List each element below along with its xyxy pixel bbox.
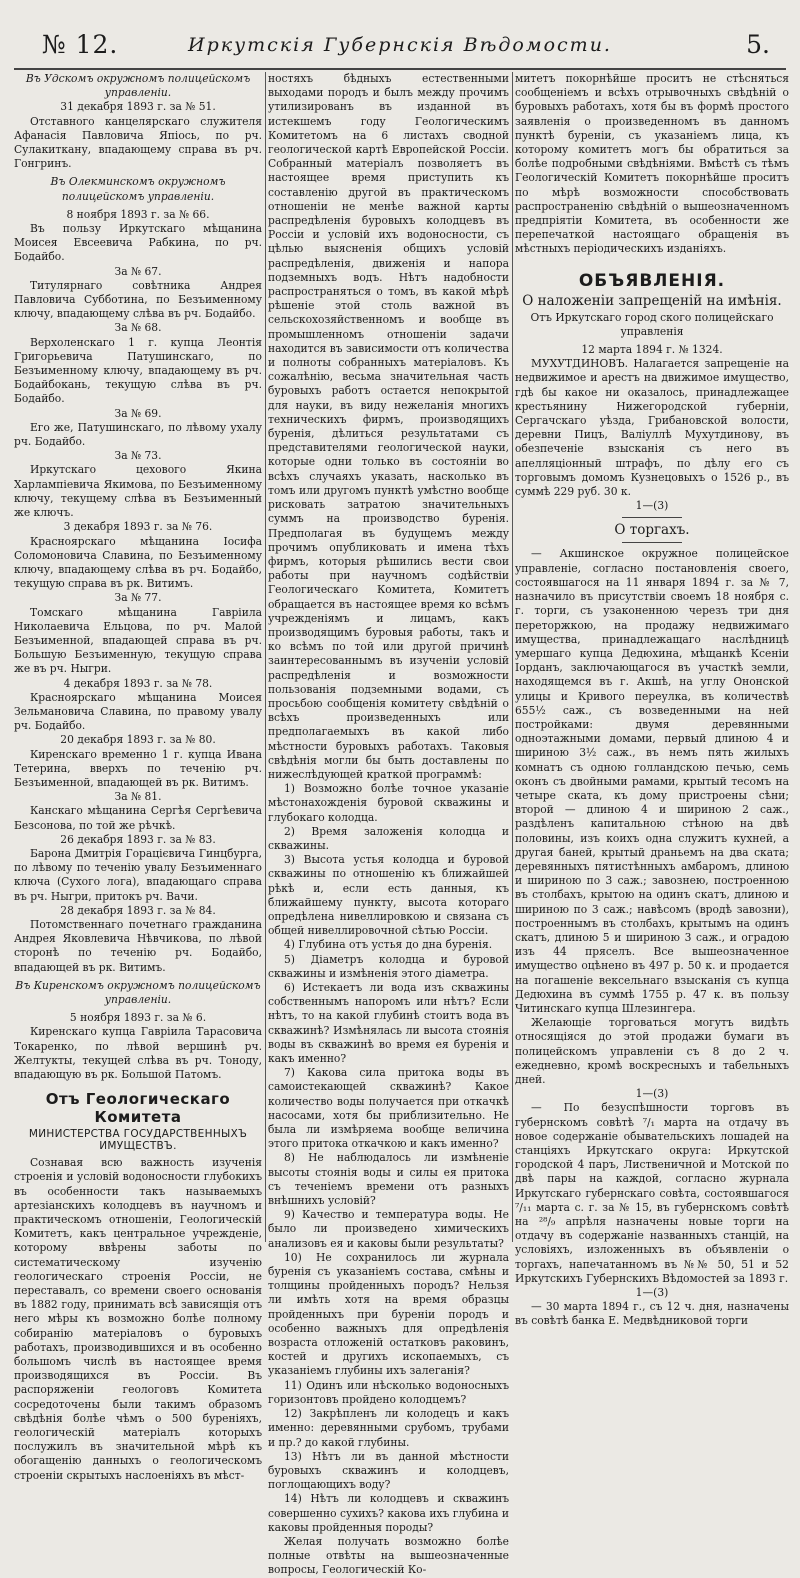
article-heading: Отъ Геологическаго Комитета xyxy=(45,1090,231,1127)
section-subheading: Отъ Иркутскаго город ского полицейскаго управленія xyxy=(530,310,774,338)
program-item: 12) Закрѣпленъ ли колодецъ и какъ именно: деревянными срубомъ, трубами и пр.? до какой глубины. xyxy=(268,1407,509,1449)
column-divider xyxy=(512,72,513,1242)
program-item: 3) Высота устья колодца и буровой скважины по отношенію къ ближайшей рѣкѣ и, если есть данныя, къ ближайшему пункту, высота котораго опредѣлена нивеллировкою и связана съ общей нивеллировочной сѣтью Россіи. xyxy=(268,853,509,938)
divider xyxy=(622,542,682,543)
entry-text: МУХУТДИНОВЪ. Налагается запрещеніе на недвижимое и арестъ на движимое имущество, гдѣ бы какое ни оказалось, принадлежащее крестьянину Нижегородской губерніи, Сергачскаго уѣзда, Грибановской волости, деревни Пицъ, Валіуллѣ Мухутдинову, въ обезпеченіе взысканія съ него въ апелляціонный штрафъ, по дѣлу его съ торговымъ домомъ Кузнецовыхъ о 1526 р., въ суммѣ 229 руб. 30 к. xyxy=(515,357,789,499)
program-item: 1) Возможно болѣе точное указаніе мѣстонахожденія буровой скважины и глубокаго колодца. xyxy=(268,782,509,824)
article-subheading: МИНИСТЕРСТВА ГОСУДАРСТВЕННЫХЪ ИМУЩЕСТВЪ. xyxy=(28,1128,248,1153)
entry-date: 28 декабря 1893 г. за № 84. xyxy=(60,903,216,917)
entry-date: За № 77. xyxy=(114,591,162,605)
entry-text: Барона Дмитрія Горацієвича Гинцбурга, по лѣвому по теченію увалу Безъименнаго ключа (Сухого лога), впадающаго справа въ рч. Ныгри, притокъ рч. Вачи. xyxy=(14,846,262,903)
entry-date: 26 декабря 1893 г. за № 83. xyxy=(60,832,216,846)
program-item: 10) Не сохранилось ли журнала буренія съ указаніемъ состава, смѣны и толщины пройденныхъ породъ? Нельзя ли имѣть хотя на время образцы пройденныхъ при буреніи породъ и особенно важныхъ для опредѣленія возраста отложеній остатковъ раковинъ, костей и другихъ ископаемыхъ, съ указаніемъ глубины ихъ залеганія? xyxy=(268,1250,509,1378)
entry-text: — Акшинское окружное полицейское управленіе, согласно постановленія своего, состоявшагося на 11 января 1894 г. за № 7, назначило въ присутствіи своемъ 18 ноября с. г. торги, съ узаконенною черезъ три дня переторжкою, на продажу недвижимаго имущества, принадлежащаго наслѣдницѣ умершаго купца Дедюхина, мѣщанкѣ Ксеніи Іорданъ, заключающагося въ участкѣ земли, находящемся въ г. Акшѣ, на углу Ононской улицы и Кривого переулка, въ количествѣ 655½ саж., съ возведенными на ней постройками: двумя деревянными одноэтажными домами, первый длиною 4 и шириною 3½ саж., въ немъ пять жилыхъ комнатъ съ одною голландскою печью, семь оконъ съ двойными рамами, крытый тесомъ на четыре ската, къ дому пристроены сѣни; второй — длиною 4 и шириною 2 саж., раздѣленъ капитальною стѣною на двѣ половины, изъ коихъ одна служитъ кухней, а другая баней, крытый драньемъ на два ската; деревянныхъ пятистѣнныхъ амбаромъ, длиною и шириною по 3 саж.; завознею, построенною въ столбахъ, крытою на одинъ скатъ, длиною и шириною по 3 саж.; навѣсомъ (вродѣ завозни), построеннымъ въ столбахъ, крытымъ на одинъ скатъ, длиною 5 и шириною 3 саж., и оградою изъ 44 пряселъ. Все вышеозначенное имущество оцѣнено въ 497 р. 50 к. и продается на погашеніе вексельнаго взысканія съ купца Дедюхина въ суммѣ 1755 р. 47 к. въ пользу Читинскаго купца Шлезингера. xyxy=(515,547,789,1015)
entry-date: За № 68. xyxy=(114,321,162,335)
entry-text: Титулярнаго совѣтника Андрея Павловича Субботина, по Безъименному ключу, впадающему слѣва въ рч. Бодайбо. xyxy=(14,278,262,321)
entry-date: 31 декабря 1893 г. за № 51. xyxy=(60,100,216,114)
entry-date: 3 декабря 1893 г. за № 76. xyxy=(63,520,213,534)
entry-date: 5 ноября 1893 г. за № 6. xyxy=(69,1011,207,1025)
entry-marker: 1—(3) xyxy=(635,499,669,513)
entry-text: Красноярскаго мѣщанина Моисея Зельмановича Славина, по правому увалу рч. Бодайбо. xyxy=(14,690,262,733)
program-item: 8) Не наблюдалось ли измѣненіе высоты стоянія воды и силы ея притока съ теченіемъ времени отъ разныхъ внѣшнихъ условій? xyxy=(268,1151,509,1208)
page-header xyxy=(14,28,786,70)
entry-text: — 30 марта 1894 г., съ 12 ч. дня, назначены въ совѣтѣ банка Е. Медвѣдниковой торги xyxy=(515,1300,789,1328)
column-1 xyxy=(14,72,262,1482)
program-item: 6) Истекаетъ ли вода изъ скважины собственнымъ напоромъ или нѣтъ? Если нѣтъ, то на какой глубинѣ стоитъ вода въ скважинѣ? Измѣнялась ли высота стоянія воды въ скважинѣ во время ея буренія и какъ именно? xyxy=(268,981,509,1066)
program-item: 5) Діаметръ колодца и буровой скважины и измѣненія этого діаметра. xyxy=(268,952,509,980)
entry-date: 20 декабря 1893 г. за № 80. xyxy=(60,733,216,747)
entry-text: Томскаго мѣщанина Гавріила Николаевича Ельцова, по рч. Малой Безъименной, впадающей справа въ рч. Большую Безъименную, текущую справа же въ рч. Ныгри. xyxy=(14,605,262,676)
article-text: Сознавая всю важность изученія строенія и условій водоносности глубокихъ въ особенности такъ называемыхъ артезіанскихъ колодцевъ въ научномъ и практическомъ отношеніи, Геологическій Комитетъ, какъ центральное учрежденіе, которому ввѣрены заботы по систематическому изученію геологическаго строенія Россіи, не переставалъ, со времени своего основанія въ 1882 году, принимать всѣ зависящія отъ него мѣры къ возможно болѣе полному собиранію матеріаловъ о буровыхъ работахъ, производившихся и въ особенно большомъ числѣ въ настоящее время производящихся въ Россіи. Въ распоряженіи геологовъ Комитета сосредоточены были такимъ образомъ свѣдѣнія болѣе чѣмъ о 500 буреніяхъ, геологическій матеріалъ которыхъ послужилъ въ значительной мѣрѣ къ обогащенію данныхъ о геологическомъ строеніи скрытыхъ наслоеніяхъ въ мѣст- xyxy=(14,1156,262,1482)
program-item: 11) Одинъ или нѣсколько водоносныхъ горизонтовъ пройдено колодцемъ? xyxy=(268,1378,509,1406)
entry-text: Канскаго мѣщанина Сергѣя Сергѣевича Безсонова, по той же рѣчкѣ. xyxy=(14,804,262,832)
program-item: 4) Глубина отъ устья до дна буренія. xyxy=(284,938,493,952)
column-divider xyxy=(265,72,266,1242)
entry-date: За № 67. xyxy=(114,264,162,278)
section-heading: Въ Олекминскомъ окружномъ полицейскомъ управленіи. xyxy=(50,175,226,203)
entry-text: Его же, Патушинскаго, по лѣвому ухалу рч. Бодайбо. xyxy=(14,420,262,449)
announcements-heading: ОБЪЯВЛЕНІЯ. xyxy=(578,270,726,291)
article-text: ностяхъ бѣдныхъ естественными выходами породъ и былъ между прочимъ утилизированъ въ изданной въ истекшемъ году Геологическимъ Комитетомъ на 6 листахъ сводной геологической картѣ Европейской Россіи. Собранный матеріалъ позволяетъ въ настоящее время приступить къ составленію другой въ практическомъ отношеніи не менѣе важной карты распредѣленія буровыхъ колодцевъ въ Россіи и условій ихъ водоносности, съ цѣлью выясненія общихъ условій распредѣленія, движенія и напора подземныхъ водъ. Нѣтъ надобности распространяться о томъ, въ какой мѣрѣ рѣшеніе этой столь важной въ сельскохозяйственномъ и вообще въ промышленномъ отношеніи задачи находится въ зависимости отъ количества и полноты собранныхъ матеріаловъ. Къ сожалѣнію, весьма значительная часть буровыхъ работъ остается непокрытой для науки, въ виду нежеланія многихъ техническихъ фирмъ, производящихъ буренія, дѣлиться результатами съ представителями геологической науки, которые одни только въ состояніи во всѣхъ случаяхъ указать, насколько въ томъ или другомъ пунктѣ умѣстно вообще рисковать затратою значительныхъ суммъ на производство буренія. Предполагая въ будущемъ между прочимъ опубликовать и имена тѣхъ фирмъ, которыя рѣшились вести свои работы при научномъ содѣйствіи Геологическаго Комитета, Комитетъ обращается въ настоящее время ко всѣмъ учрежденіямъ и лицамъ, какъ производящимъ буровыя работы, такъ и ко всѣмъ по той или другой причинѣ заинтересованнымъ въ изученіи условій распредѣленія и возможности пользованія подземными водами, съ просьбою сообщенія комитету свѣдѣній о всѣхъ произведенныхъ или предполагаемыхъ въ какой либо мѣстности буровыхъ работахъ. Таковыя свѣдѣнія могли бы быть доставлены по нижеслѣдующей краткой программѣ: xyxy=(268,72,509,781)
section-heading: О торгахъ. xyxy=(614,522,690,539)
column-2 xyxy=(268,72,509,1577)
entry-text: Отставного канцелярскаго служителя Афанасія Павловича Япіось, по рч. Сулакиткану, впадающему справа въ рч. Гонгринъ. xyxy=(14,114,262,171)
entry-text: Потомственнаго почетнаго гражданина Андрея Яковлевича Нѣвчикова, по лѣвой сторонѣ по теченію рч. Бодайбо, впадающей въ рк. Витимъ. xyxy=(14,917,262,974)
program-item: 14) Нѣтъ ли колодцевъ и скважинъ совершенно сухихъ? какова ихъ глубина и каковы пройденныя породы? xyxy=(268,1492,509,1534)
entry-marker: 1—(3) xyxy=(635,1286,669,1300)
entry-date: За № 73. xyxy=(114,449,162,463)
section-heading: О наложеніи запрещеній на имѣнія. xyxy=(522,292,782,309)
page-number: 5. xyxy=(746,30,770,59)
entry-marker: 1—(3) xyxy=(635,1087,669,1101)
divider xyxy=(622,517,682,518)
entry-text: Желающіе торговаться могутъ видѣть относящіяся до этой продажи бумаги въ полицейскомъ управленіи съ 8 до 2 ч. ежедневно, кромѣ воскресныхъ и табельныхъ дней. xyxy=(515,1016,789,1086)
entry-text: Киренскаго купца Гавріила Тарасовича Токаренко, по лѣвой вершинѣ рч. Желтукты, текущей слѣва въ рч. Тоноду, впадающую въ рк. Большой Патомъ. xyxy=(14,1025,262,1082)
program-item: 9) Качество и температура воды. Не было ли произведено химическихъ анализовъ ея и каковы были результаты? xyxy=(268,1208,509,1250)
program-item: 13) Нѣтъ ли въ данной мѣстности буровыхъ скважинъ и колодцевъ, поглощающихъ воду? xyxy=(268,1449,509,1492)
section-heading: Въ Киренскомъ окружномъ полицейскомъ управленіи. xyxy=(15,978,261,1006)
entry-date: 12 марта 1894 г. № 1324. xyxy=(581,343,723,357)
newspaper-title: Иркутскія Губернскія Вѣдомости. xyxy=(188,34,612,56)
entry-date: 8 ноября 1893 г. за № 66. xyxy=(66,207,210,221)
entry-text: Верхоленскаго 1 г. купца Леонтія Григорьевича Патушинскаго, по Безъименному ключу, впадающему въ рч. Бодайбокань, текущую слѣва въ рч. Бодайбо. xyxy=(14,335,262,406)
entry-text: Киренскаго временно 1 г. купца Ивана Тетерина, вверхъ по теченію рч. Безъименной, впадающей въ рк. Витимъ. xyxy=(14,747,262,789)
entry-text: — По безуспѣшности торговъ въ губернскомъ совѣтѣ ⁷/₁ марта на отдачу въ новое содержаніе обывательскихъ лошадей на станціяхъ Иркутскаго округа: Иркутской городской 4 паръ, Лиственичной и Мотской по двѣ пары на каждой, согласно журнала Иркутскаго губернскаго совѣта, состоявшагося ⁷/₁₁ марта с. г. за № 15, въ губернскомъ совѣтѣ на ²⁸/₉ апрѣля назначены новые торги на отдачу въ содержаніе названныхъ станцій, на условіяхъ, изложенныхъ въ объявленіи о торгахъ, напечатанномъ въ №№ 50, 51 и 52 Иркутскихъ Губернскихъ Вѣдомостей за 1893 г. xyxy=(515,1101,789,1285)
entry-text: Красноярскаго мѣщанина Іосифа Соломоновича Славина, по Безъименному ключу, впадающему слѣва въ рч. Бодайбо, текущую справа въ рк. Витимъ. xyxy=(14,534,262,591)
article-text: митетъ покорнѣйше проситъ не стѣсняться сообщеніемъ и всѣхъ отрывочныхъ свѣдѣній о буровыхъ работахъ, хотя бы въ формѣ простого заявленія о произведенномъ въ данномъ пунктѣ буреніи, съ указаніемъ лица, къ которому комитетъ могъ бы обратиться за болѣе подробными свѣдѣніями. Вмѣстѣ съ тѣмъ Геологическій Комитетъ покорнѣйше проситъ по мѣрѣ возможности способствовать распространенію свѣдѣній о вышеозначенномъ предпріятіи Комитета, въ особенности же перепечаткой настоящаго обращенія въ мѣстныхъ періодическихъ изданіяхъ. xyxy=(515,72,789,256)
program-item: 7) Какова сила притока воды въ самоистекающей скважинѣ? Какое количество воды получается при откачкѣ насосами, хотя бы приблизительно. Не была ли измѣряема вообще величина этого притока откачкою и какъ именно? xyxy=(268,1066,509,1151)
program-item: 2) Время заложенія колодца и скважины. xyxy=(268,824,509,852)
entry-date: 4 декабря 1893 г. за № 78. xyxy=(63,676,213,690)
article-text: Желая получать возможно болѣе полные отвѣты на вышеозначенные вопросы, Геологическій Ко- xyxy=(268,1534,509,1577)
entry-date: За № 69. xyxy=(114,406,162,420)
section-heading: Въ Удскомъ окружномъ полицейскомъ управленіи. xyxy=(25,72,251,100)
entry-text: Въ пользу Иркутскаго мѣщанина Моисея Евсеевича Рабкина, по рч. Бодайбо. xyxy=(14,222,262,264)
issue-number: № 12. xyxy=(42,30,119,59)
column-3 xyxy=(515,72,789,1328)
entry-text: Иркутскаго цехового Якина Харлампіевича Якимова, по Безъименному ключу, текущему слѣва въ Безъименный же ключъ. xyxy=(14,463,262,520)
entry-date: За № 81. xyxy=(114,790,162,804)
